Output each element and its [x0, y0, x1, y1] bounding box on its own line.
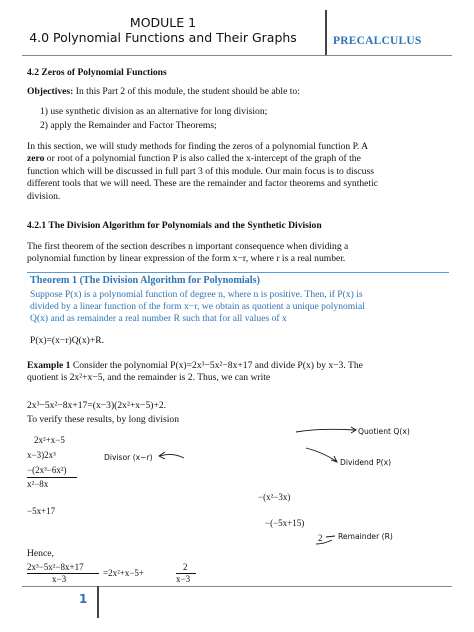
remainder-arrow — [326, 536, 335, 537]
ld-subtract-3: −(−5x+15) — [265, 518, 305, 528]
hence-formula — [27, 562, 247, 586]
objectives-label: Objectives: — [27, 86, 74, 97]
annotation-quotient: Quotient Q(x) — [358, 427, 410, 436]
objectives-intro: In this Part 2 of this module, the student should be able to: — [75, 86, 300, 97]
intro-line-5: division. — [27, 190, 61, 202]
intro-line-3: function which will be discussed in full part 3 of this module. Our main focus is to discuss — [27, 165, 374, 177]
module-label: MODULE 1 — [129, 15, 197, 30]
intro-line-1: In this section, we will study methods for finding the zeros of a polynomial function P. A — [27, 141, 369, 152]
annotation-dividend: Dividend P(x) — [340, 458, 392, 467]
footer-divider — [97, 586, 99, 618]
page-number: 1 — [79, 592, 88, 606]
hence-denominator: x−3 — [52, 574, 67, 584]
ld-subtract-1: −(2x³−6x²) — [27, 465, 67, 475]
module-title: 4.0 Polynomial Functions and Their Graphs — [29, 30, 297, 45]
annotation-remainder: Remainder (R) — [338, 532, 393, 541]
hence-rhs: =2x²+x−5+ — [103, 568, 145, 578]
brand-label: PRECALCULUS — [333, 35, 422, 47]
hence-frac-den: x−3 — [176, 574, 191, 584]
section-heading: 4.2 Zeros of Polynomial Functions — [27, 67, 167, 78]
ld-remainder-2: −5x+17 — [27, 506, 56, 516]
divisor-arrow — [160, 454, 184, 458]
ld-remainder-1: x²−8x — [27, 479, 49, 489]
theorem-line-1: Suppose P(x) is a polynomial function of degree n, where n is positive. Then, if P(x) is — [30, 289, 363, 300]
theorem-line-3: Q(x) and as remainder a real number R such that for all values of x — [30, 313, 287, 325]
objective-item-1: 1) use synthetic division as an alternative for long division; — [40, 106, 268, 117]
theorem-title: Theorem 1 (The Division Algorithm for Polynomials) — [30, 275, 260, 286]
ld-final-remainder: 2 — [318, 533, 323, 543]
theorem-formula: P(x)=(x−r)Q(x)+R. — [30, 335, 105, 346]
annotation-divisor: Divisor (x−r) — [104, 453, 153, 462]
ld-divisor-line: x−3)2x³ — [27, 450, 56, 460]
dividend-arrow — [306, 448, 336, 461]
footer-rule — [22, 586, 452, 587]
ld-subtract-2: −(x²−3x) — [258, 492, 291, 502]
sub-line-1: The first theorem of the section describes n important consequence when dividing a — [27, 241, 349, 252]
zero-term: zero — [27, 153, 45, 165]
objective-item-2: 2) apply the Remainder and Factor Theorems; — [40, 120, 217, 131]
intro-line-4: different tools that we will need. These are the remainder and factor theorems and synthetic — [27, 178, 379, 190]
hence-label: Hence, — [27, 548, 54, 559]
remainder-underline — [316, 540, 332, 544]
example-label: Example 1 — [27, 360, 71, 371]
ld-quotient: 2x²+x−5 — [34, 435, 65, 445]
example-line-2: quotient is 2x²+x−5, and the remainder is 2. Thus, we can write — [27, 372, 271, 384]
subsection-heading: 4.2.1 The Division Algorithm for Polynomials and the Synthetic Division — [27, 220, 322, 231]
sub-line-2: polynomial function by linear expression of the form x−r, where r is a real number. — [27, 253, 346, 265]
example-line-1-text: Consider the polynomial P(x)=2x³−5x²−8x+17 and divide P(x) by x−3. The — [70, 360, 363, 371]
theorem-line-2: divided by a linear function of the form x−r, we obtain as quotient a unique polynomial — [30, 301, 365, 313]
hence-numerator: 2x³−5x²−8x+17 — [27, 562, 84, 572]
hence-frac-num: 2 — [183, 562, 188, 572]
intro-line-2-rest: or root of a polynomial function P is also called the x-intercept of the graph of the — [44, 153, 361, 165]
quotient-arrow — [296, 429, 355, 432]
verify-text: To verify these results, by long division — [27, 414, 180, 425]
example-identity: 2x³−5x²−8x+17=(x−3)(2x²+x−5)+2. — [27, 400, 167, 411]
